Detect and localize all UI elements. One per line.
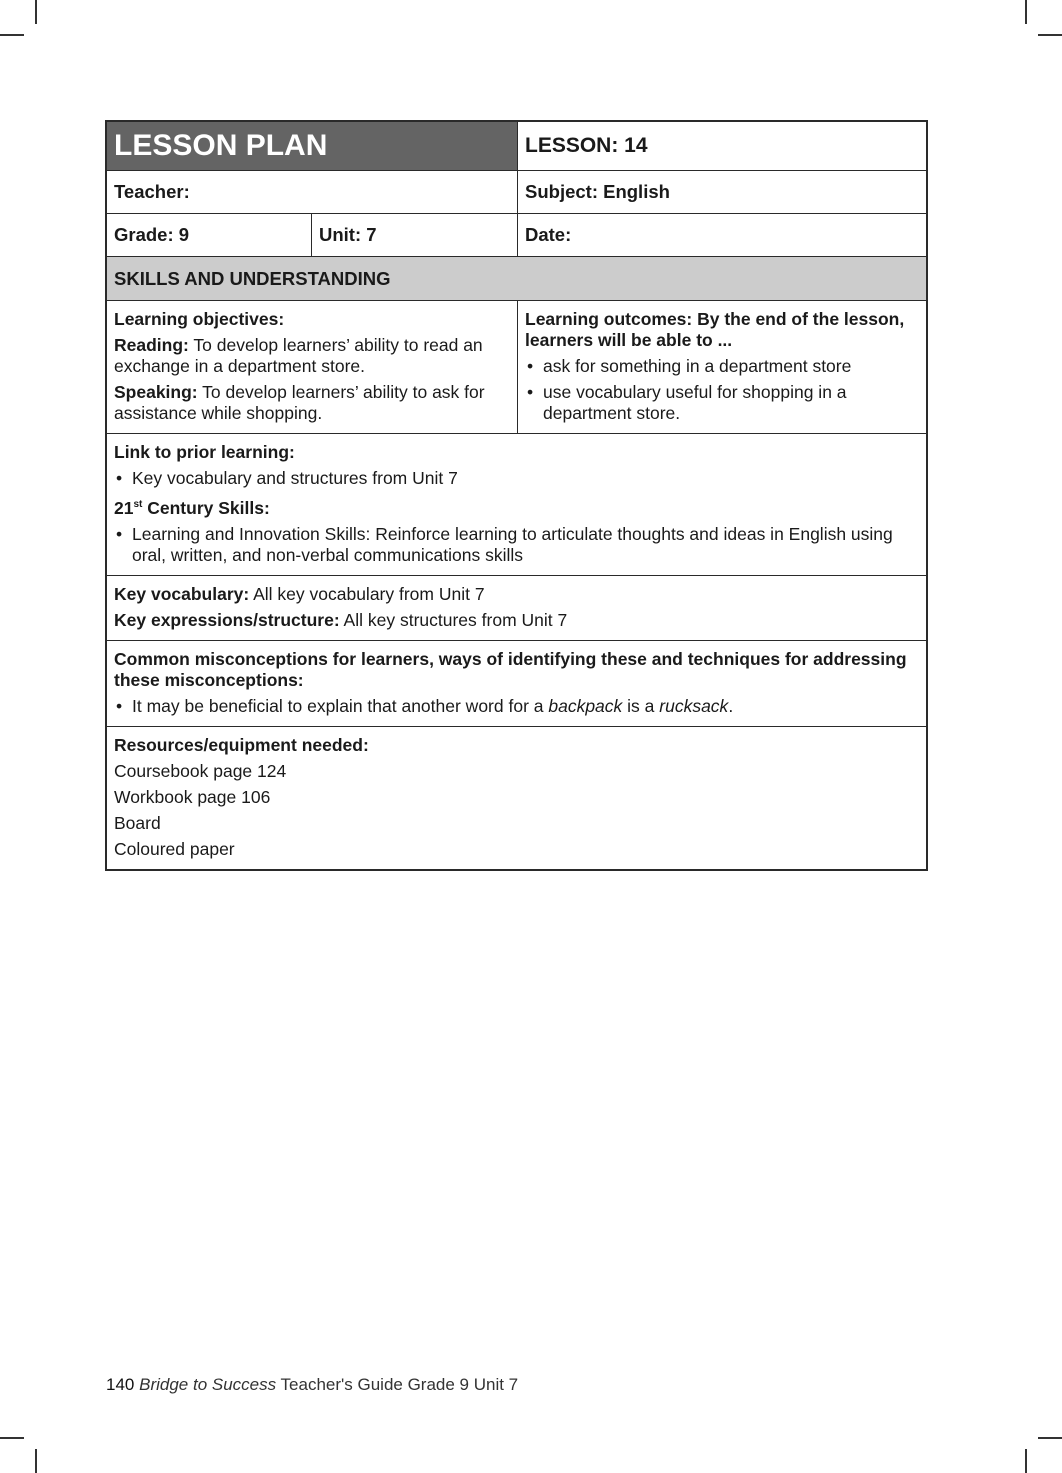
century-skills-list: [114, 524, 919, 566]
speaking-label: Speaking:: [114, 382, 198, 402]
subject-field: Subject: English: [517, 171, 926, 213]
reading-objective: [114, 335, 510, 377]
page-number: 140: [106, 1375, 135, 1394]
expressions-text: All key structures from Unit 7: [339, 609, 568, 630]
section-heading: SKILLS AND UNDERSTANDING: [107, 257, 926, 300]
vocab-line: [114, 584, 919, 605]
resource-item: Board: [114, 812, 161, 833]
book-title: Bridge to Success: [139, 1375, 277, 1394]
reading-text: To develop learners’ ability to read an exchange in a department store.: [114, 335, 483, 376]
list-item: • use vocabulary useful for shopping in a department store.: [525, 382, 919, 424]
unit-field: Unit: 7: [311, 214, 517, 256]
vocabulary-row: [107, 575, 926, 640]
crop-mark: [35, 0, 37, 24]
grade-row: [107, 213, 926, 256]
expressions-label: Key expressions/structure:: [114, 609, 340, 630]
italic-word: backpack: [548, 695, 623, 716]
crop-mark: [1038, 1437, 1062, 1439]
date-field: Date:: [517, 214, 926, 256]
list-item: • ask for something in a department store: [525, 356, 919, 377]
crop-mark: [0, 1437, 24, 1439]
objectives-heading: Learning objectives:: [114, 309, 285, 329]
text: is a: [622, 695, 660, 716]
resources: [107, 727, 926, 869]
prior-learning-list: [114, 468, 919, 489]
crop-mark: [0, 34, 24, 36]
crop-mark: [1038, 34, 1062, 36]
outcomes-list: [525, 356, 919, 424]
outcomes-heading: Learning outcomes: By the end of the lesson, learners will be able to ...: [525, 309, 905, 350]
prior-learning-heading: Link to prior learning:: [114, 442, 295, 462]
misconceptions-row: [107, 640, 926, 726]
vocab-label: Key vocabulary:: [114, 583, 250, 604]
crop-mark: [1025, 0, 1027, 24]
learning-outcomes: [517, 301, 926, 433]
grade-field: Grade: 9: [114, 224, 190, 245]
skills-row: [107, 256, 926, 300]
key-vocabulary: [107, 576, 926, 640]
footer-text: Teacher's Guide Grade 9 Unit 7: [276, 1375, 519, 1394]
prior-learning-row: [107, 433, 926, 575]
crop-mark: [35, 1449, 37, 1473]
resource-item: Workbook page 106: [114, 786, 271, 807]
resources-row: [107, 726, 926, 869]
misconceptions: [107, 641, 926, 726]
page-footer: [106, 1375, 518, 1395]
crop-mark: [1025, 1449, 1027, 1473]
prior-learning: [107, 434, 926, 575]
misconceptions-heading: Common misconceptions for learners, ways of identifying these and techniques for addressing these misconceptions:: [114, 648, 907, 690]
list-item: • Key vocabulary and structures from Unit 7: [114, 468, 919, 489]
text: It may be beneficial to explain that another word for a: [132, 695, 549, 716]
vocab-text: All key vocabulary from Unit 7: [249, 583, 485, 604]
century-sup: st: [133, 499, 143, 510]
page-title: LESSON PLAN: [107, 122, 517, 170]
resources-heading: Resources/equipment needed:: [114, 734, 369, 755]
list-item: • Learning and Innovation Skills: Reinforce learning to articulate thoughts and ideas in English using oral, written, and non-verbal communications skills: [114, 524, 919, 566]
resource-item: Coursebook page 124: [114, 760, 287, 781]
lesson-plan-table: [105, 120, 928, 871]
title-row: [107, 122, 926, 170]
italic-word: rucksack: [659, 695, 729, 716]
speaking-objective: [114, 382, 510, 424]
resource-item: Coloured paper: [114, 838, 235, 859]
speaking-text: To develop learners’ ability to ask for assistance while shopping.: [114, 382, 485, 423]
reading-label: Reading:: [114, 335, 189, 355]
teacher-field: Teacher:: [114, 181, 190, 202]
text: .: [728, 695, 734, 716]
century-skills-heading: [114, 494, 919, 519]
misconceptions-list: [114, 696, 919, 717]
list-item: [114, 696, 919, 717]
objectives-row: [107, 300, 926, 433]
expressions-line: [114, 610, 919, 631]
learning-objectives: [107, 301, 517, 433]
teacher-row: [107, 170, 926, 213]
century-label: Century Skills:: [142, 497, 270, 518]
century-number: 21: [114, 497, 134, 518]
lesson-number: LESSON: 14: [517, 122, 926, 170]
